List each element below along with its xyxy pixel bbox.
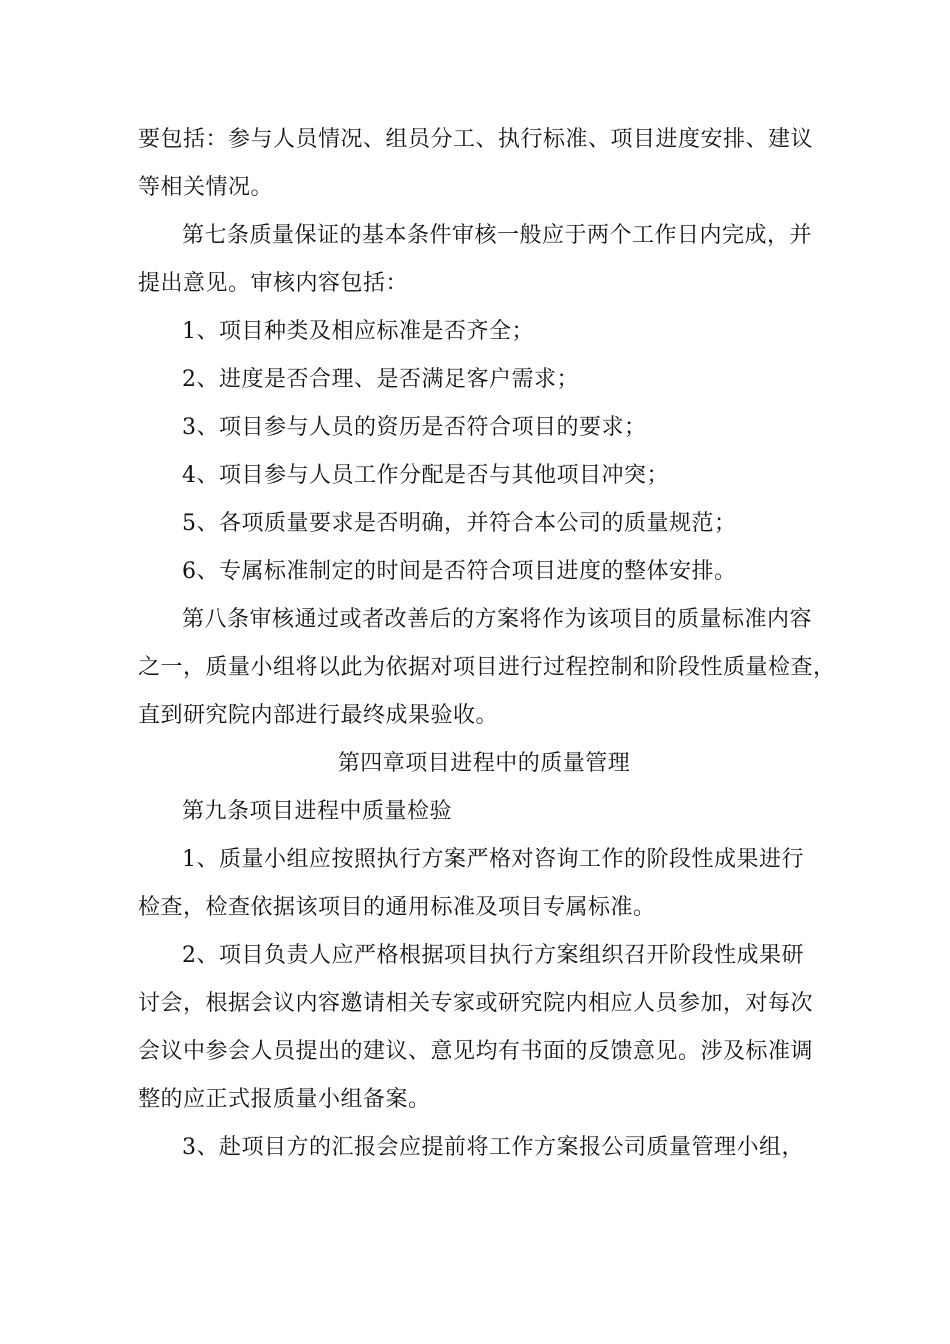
- article-8-line: 之一，质量小组将以此为依据对项目进行过程控制和阶段性质量检查，: [138, 655, 836, 680]
- list-item: 1、质量小组应按照执行方案严格对咨询工作的阶段性成果进行: [182, 847, 804, 872]
- document-body: [138, 116, 836, 1172]
- list-item: 4、项目参与人员工作分配是否与其他项目冲突；: [182, 463, 669, 488]
- chapter-heading: 第四章项目进程中的质量管理: [337, 751, 631, 776]
- list-item-continuation: 检查，检查依据该项目的通用标准及项目专属标准。: [138, 895, 656, 920]
- article-7-line: 第七条质量保证的基本条件审核一般应于两个工作日内完成，并: [182, 223, 813, 248]
- article-8-line: 第八条审核通过或者改善后的方案将作为该项目的质量标准内容: [182, 607, 813, 632]
- list-item: 6、专属标准制定的时间是否符合项目进度的整体安排。: [182, 559, 737, 584]
- article-9-heading: 第九条项目进程中质量检验: [182, 799, 453, 824]
- paragraph-line: 等相关情况。: [138, 175, 274, 200]
- list-item-continuation: 整的应正式报质量小组备案。: [138, 1087, 431, 1112]
- article-7-line: 提出意见。审核内容包括：: [138, 271, 409, 296]
- list-item: 5、各项质量要求是否明确，并符合本公司的质量规范；: [182, 511, 737, 536]
- list-item: 2、项目负责人应严格根据项目执行方案组织召开阶段性成果研: [182, 943, 804, 968]
- list-item: 3、项目参与人员的资历是否符合项目的要求；: [182, 415, 647, 440]
- list-item-continuation: 会议中参会人员提出的建议、意见均有书面的反馈意见。涉及标准调: [138, 1039, 814, 1064]
- article-8-line: 直到研究院内部进行最终成果验收。: [138, 703, 499, 728]
- list-item-continuation: 讨会，根据会议内容邀请相关专家或研究院内相应人员参加，对每次: [138, 991, 814, 1016]
- list-item: 2、进度是否合理、是否满足客户需求；: [182, 367, 579, 392]
- list-item: 1、项目种类及相应标准是否齐全；: [182, 319, 534, 344]
- paragraph-line: 要包括：参与人员情况、组员分工、执行标准、项目进度安排、建议: [138, 127, 814, 152]
- list-item: 3、赴项目方的汇报会应提前将工作方案报公司质量管理小组，: [182, 1135, 804, 1160]
